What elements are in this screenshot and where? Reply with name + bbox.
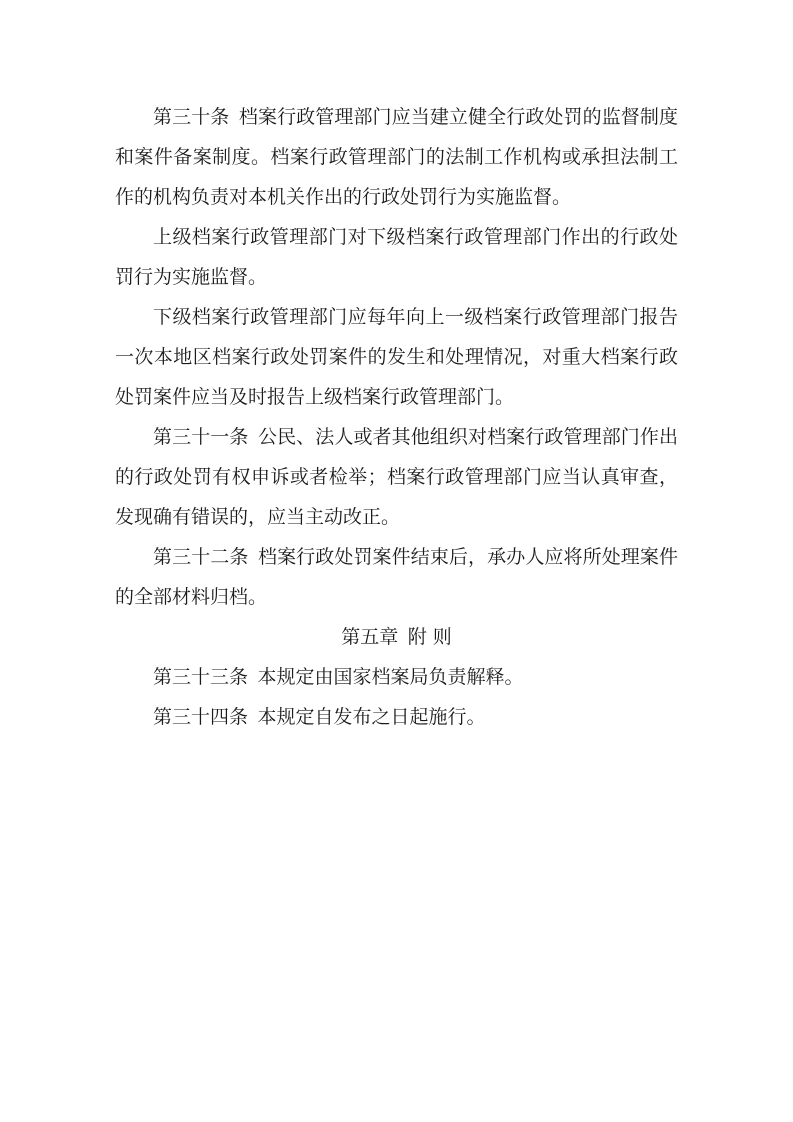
article-text: 本规定自发布之日起施行。 [257, 706, 486, 728]
chapter-number: 第五章 [341, 626, 399, 648]
article-text: 公民、法人或者其他组织对档案行政管理部门作出的行政处罚有权申诉或者检举；档案行政管理部门应当认真审查，发现确有错误的，应当主动改正。 [115, 426, 678, 528]
paragraph-text: 下级档案行政管理部门应每年向上一级档案行政管理部门报告一次本地区档案行政处罚案件的发生和处理情况，对重大档案行政处罚案件应当及时报告上级档案行政管理部门。 [115, 306, 678, 408]
article-number: 第三十四条 [153, 706, 249, 728]
article-34-paragraph [115, 697, 678, 737]
article-text: 本规定由国家档案局负责解释。 [257, 666, 524, 688]
article-number: 第三十二条 [153, 546, 249, 568]
article-30-paragraph [115, 97, 678, 217]
document-body [115, 97, 678, 737]
article-number: 第三十一条 [153, 426, 249, 448]
article-33-paragraph [115, 657, 678, 697]
article-number: 第三十三条 [153, 666, 249, 688]
article-32-paragraph [115, 537, 678, 617]
article-31-paragraph [115, 417, 678, 537]
reporting-paragraph [115, 297, 678, 417]
supervision-paragraph [115, 217, 678, 297]
article-number: 第三十条 [153, 106, 230, 128]
article-text: 档案行政管理部门应当建立健全行政处罚的监督制度和案件备案制度。档案行政管理部门的法制工作机构或承担法制工作的机构负责对本机关作出的行政处罚行为实施监督。 [115, 106, 678, 208]
paragraph-text: 上级档案行政管理部门对下级档案行政管理部门作出的行政处罚行为实施监督。 [115, 226, 678, 288]
article-text: 档案行政处罚案件结束后，承办人应将所处理案件的全部材料归档。 [115, 546, 678, 608]
chapter-heading [115, 617, 678, 657]
chapter-title: 附 则 [407, 626, 452, 648]
